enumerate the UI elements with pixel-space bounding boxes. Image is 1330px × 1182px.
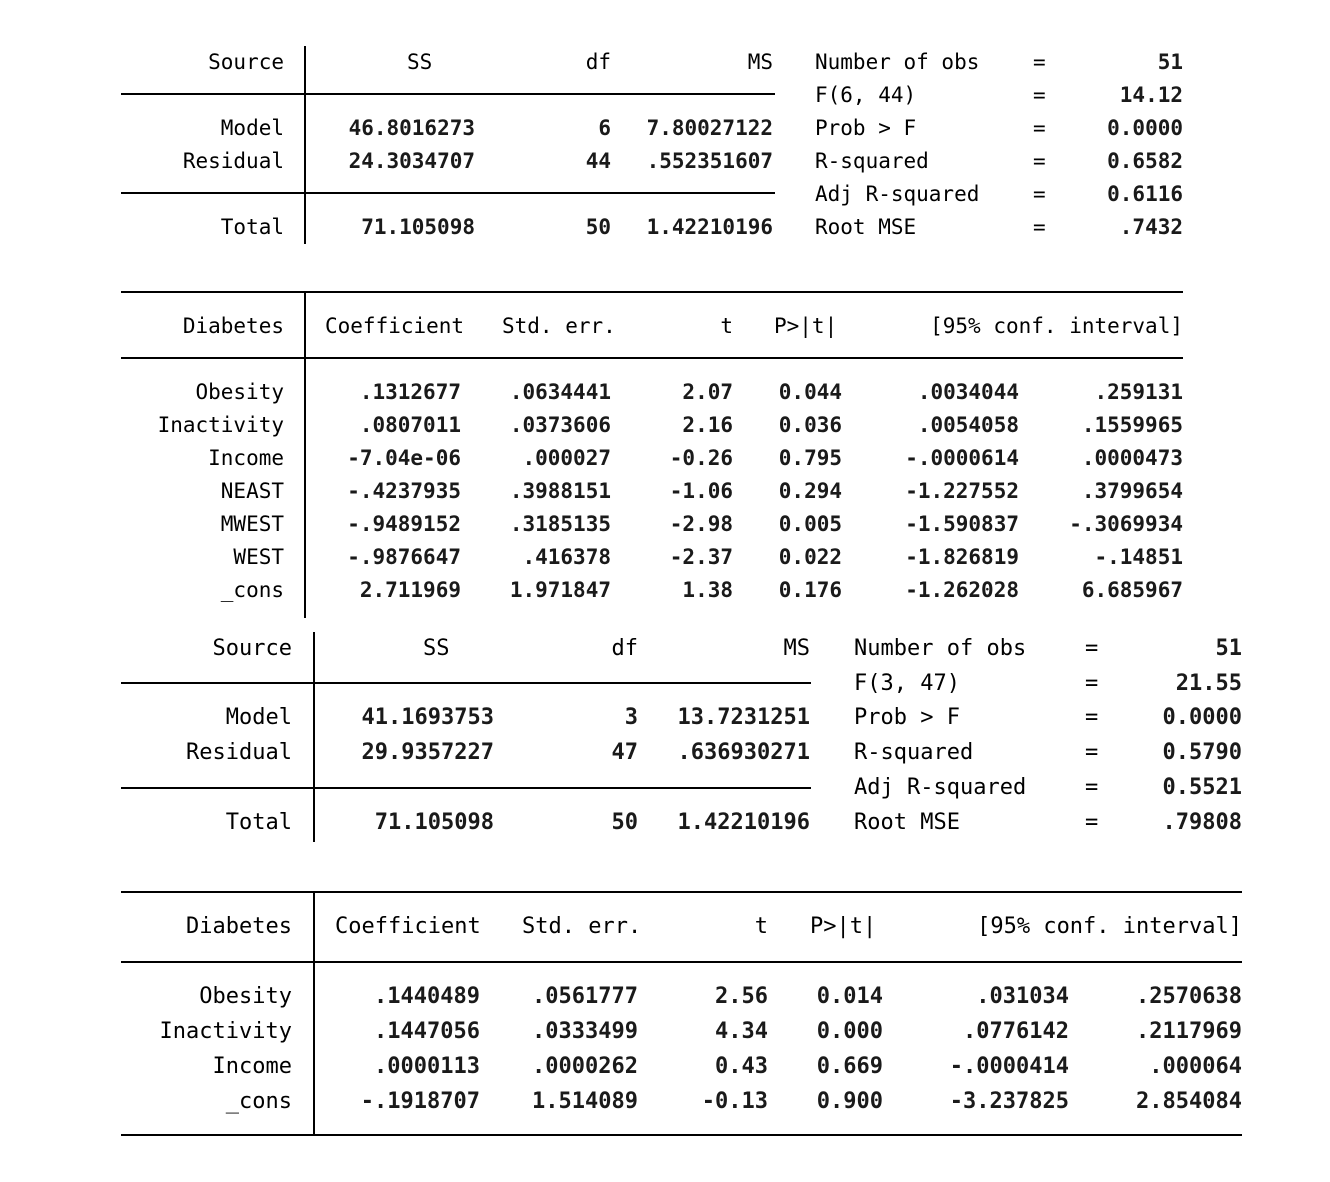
coef-row-coef: .0000113 [374, 1054, 480, 1079]
coef-row-var: Income [208, 445, 284, 470]
coef-row-p: 0.900 [816, 1089, 883, 1114]
stat-value: .7432 [1119, 214, 1183, 239]
coef-header-coef: Coefficient [325, 313, 465, 338]
coef-row-ci-high: .0000473 [1081, 445, 1183, 470]
coef-row-coef: .1312677 [359, 379, 461, 404]
anova-row-ms: .552351607 [646, 148, 773, 173]
anova-row-source: Total [220, 214, 284, 239]
coef-row-p: 0.176 [778, 577, 842, 602]
coef-row-p: 0.022 [778, 544, 842, 569]
anova-row-ss: 29.9357227 [361, 740, 494, 765]
coef-row-ci-high: 2.854084 [1136, 1089, 1242, 1114]
stat-value: 51 [1157, 49, 1183, 74]
anova-row-df: 47 [611, 740, 638, 765]
stat-equals: = [1085, 705, 1099, 730]
anova-row-ss: 71.105098 [374, 810, 494, 835]
anova-header-source: Source [212, 636, 292, 661]
coef-row-ci-high: .2570638 [1136, 984, 1242, 1009]
anova-row-source: Residual [182, 148, 284, 173]
coef-row-ci-high: 6.685967 [1081, 577, 1183, 602]
coef-row-t: 0.43 [715, 1054, 768, 1079]
coef-row-ci-low: -.0000414 [949, 1054, 1069, 1079]
stat-label: F(6, 44) [815, 82, 917, 107]
coef-header-ci: [95% conf. interval] [977, 914, 1242, 939]
stat-equals: = [1033, 214, 1046, 239]
coef-row-var: Inactivity [157, 412, 284, 437]
stat-value: 0.0000 [1107, 115, 1183, 140]
anova-row-ms: 1.42210196 [646, 214, 773, 239]
anova-header-ms: MS [783, 636, 810, 661]
coef-header-p: P>|t| [774, 313, 838, 338]
coef-row-ci-high: .3799654 [1081, 478, 1183, 503]
stat-value: 51 [1215, 636, 1242, 661]
anova-rule-total [121, 192, 775, 194]
anova-rule-header [121, 682, 811, 684]
coef-row-t: 2.07 [682, 379, 733, 404]
coef-row-p: 0.294 [778, 478, 842, 503]
coef-row-ci-low: .0776142 [963, 1019, 1069, 1044]
stat-equals: = [1033, 49, 1046, 74]
coef-row-se: .3185135 [509, 511, 611, 536]
coef-row-ci-low: -1.826819 [905, 544, 1019, 569]
coef-row-var: Inactivity [159, 1019, 292, 1044]
coef-row-t: -0.26 [669, 445, 733, 470]
coef-row-var: MWEST [220, 511, 284, 536]
coef-divider [304, 292, 306, 618]
coef-row-ci-high: -.3069934 [1069, 511, 1183, 536]
coef-row-coef: -.9876647 [347, 544, 461, 569]
anova-divider [304, 46, 306, 244]
coef-rule-top [121, 291, 1183, 293]
stat-label: Number of obs [815, 49, 980, 74]
stat-equals: = [1033, 181, 1046, 206]
coef-row-coef: -.9489152 [347, 511, 461, 536]
anova-header-ss: SS [407, 49, 433, 74]
coef-row-ci-low: -1.262028 [905, 577, 1019, 602]
coef-row-ci-high: -.14851 [1094, 544, 1183, 569]
stat-equals: = [1085, 636, 1099, 661]
coef-row-var: _cons [225, 1089, 292, 1114]
coef-row-p: 0.036 [778, 412, 842, 437]
coef-row-t: -0.13 [701, 1089, 768, 1114]
coef-row-se: .000027 [522, 445, 611, 470]
anova-row-ss: 41.1693753 [361, 705, 494, 730]
coef-header-coef: Coefficient [335, 914, 481, 939]
anova-row-source: Total [225, 810, 292, 835]
anova-row-source: Residual [186, 740, 292, 765]
coef-row-ci-low: -1.227552 [905, 478, 1019, 503]
coef-row-var: Income [212, 1054, 292, 1079]
stat-value: 21.55 [1175, 671, 1242, 696]
coef-row-se: 1.971847 [509, 577, 611, 602]
coef-row-coef: -7.04e-06 [347, 445, 461, 470]
coef-row-t: 4.34 [715, 1019, 768, 1044]
coef-row-coef: .1447056 [374, 1019, 480, 1044]
coef-row-ci-high: .1559965 [1081, 412, 1183, 437]
anova-rule-total [121, 787, 811, 789]
anova-row-source: Model [220, 115, 284, 140]
coef-row-coef: .0807011 [359, 412, 461, 437]
coef-row-ci-high: .000064 [1149, 1054, 1242, 1079]
anova-row-ms: 13.7231251 [677, 705, 810, 730]
coef-row-ci-high: .2117969 [1136, 1019, 1242, 1044]
stat-equals: = [1033, 82, 1046, 107]
coef-row-se: 1.514089 [532, 1089, 638, 1114]
stat-value: .79808 [1162, 810, 1242, 835]
coef-row-var: Obesity [195, 379, 284, 404]
stat-label: Adj R-squared [815, 181, 980, 206]
anova-row-ms: 7.80027122 [646, 115, 773, 140]
anova-row-ms: .636930271 [677, 740, 810, 765]
coef-row-ci-low: -.0000614 [905, 445, 1019, 470]
coef-row-ci-low: .0054058 [917, 412, 1019, 437]
coef-rule-bottom [121, 1134, 1242, 1136]
anova-rule-header [121, 93, 775, 95]
stat-value: 0.5790 [1162, 740, 1242, 765]
anova-row-source: Model [225, 705, 292, 730]
coef-row-se: .416378 [522, 544, 611, 569]
anova-row-df: 6 [598, 115, 611, 140]
coef-header-dep: Diabetes [186, 914, 292, 939]
stat-label: Root MSE [815, 214, 917, 239]
coef-row-se: .3988151 [509, 478, 611, 503]
anova-row-df: 44 [585, 148, 611, 173]
coef-row-t: 2.16 [682, 412, 733, 437]
stat-value: 0.6582 [1107, 148, 1183, 173]
coef-rule-header [121, 357, 1183, 359]
stat-value: 0.6116 [1107, 181, 1183, 206]
anova-row-ss: 71.105098 [361, 214, 475, 239]
coef-row-se: .0373606 [509, 412, 611, 437]
coef-header-dep: Diabetes [182, 313, 284, 338]
coef-row-p: 0.000 [816, 1019, 883, 1044]
stat-equals: = [1033, 115, 1046, 140]
coef-row-coef: 2.711969 [359, 577, 461, 602]
coef-row-coef: -.1918707 [360, 1089, 480, 1114]
coef-row-p: 0.795 [778, 445, 842, 470]
coef-row-ci-low: -1.590837 [905, 511, 1019, 536]
anova-row-ss: 24.3034707 [348, 148, 475, 173]
coef-row-ci-high: .259131 [1094, 379, 1183, 404]
stat-equals: = [1085, 671, 1099, 696]
coef-header-p: P>|t| [810, 914, 877, 939]
coef-row-p: 0.044 [778, 379, 842, 404]
coef-header-ci: [95% conf. interval] [930, 313, 1183, 338]
coef-row-se: .0561777 [532, 984, 638, 1009]
anova-row-df: 3 [624, 705, 638, 730]
coef-row-t: -2.98 [669, 511, 733, 536]
stat-label: Adj R-squared [854, 775, 1027, 800]
coef-row-se: .0634441 [509, 379, 611, 404]
anova-row-ss: 46.8016273 [348, 115, 475, 140]
coef-header-t: t [754, 914, 768, 939]
coef-row-var: NEAST [220, 478, 284, 503]
coef-row-coef: -.4237935 [347, 478, 461, 503]
coef-row-var: _cons [220, 577, 284, 602]
stat-value: 14.12 [1119, 82, 1183, 107]
coef-header-t: t [720, 313, 733, 338]
coef-row-var: WEST [233, 544, 284, 569]
stat-label: Number of obs [854, 636, 1027, 661]
coef-row-var: Obesity [199, 984, 292, 1009]
stat-equals: = [1033, 148, 1046, 173]
coef-divider [313, 892, 315, 1135]
stat-label: Prob > F [815, 115, 917, 140]
anova-row-df: 50 [611, 810, 638, 835]
stat-equals: = [1085, 740, 1099, 765]
anova-divider [313, 632, 315, 842]
anova-row-df: 50 [585, 214, 611, 239]
coef-row-t: -1.06 [669, 478, 733, 503]
coef-row-ci-low: .0034044 [917, 379, 1019, 404]
stat-label: Root MSE [854, 810, 960, 835]
anova-header-df: df [585, 49, 611, 74]
anova-header-source: Source [208, 49, 284, 74]
coef-row-p: 0.005 [778, 511, 842, 536]
stat-label: R-squared [815, 148, 929, 173]
coef-row-ci-low: -3.237825 [949, 1089, 1069, 1114]
stat-label: F(3, 47) [854, 671, 960, 696]
anova-header-ss: SS [423, 636, 450, 661]
coef-row-se: .0333499 [532, 1019, 638, 1044]
coef-rule-top [121, 891, 1242, 893]
coef-rule-header [121, 961, 1242, 963]
coef-row-ci-low: .031034 [976, 984, 1069, 1009]
anova-header-ms: MS [747, 49, 773, 74]
anova-row-ms: 1.42210196 [677, 810, 810, 835]
coef-row-coef: .1440489 [374, 984, 480, 1009]
anova-header-df: df [611, 636, 638, 661]
stat-label: R-squared [854, 740, 974, 765]
coef-row-p: 0.669 [816, 1054, 883, 1079]
stat-value: 0.5521 [1162, 775, 1242, 800]
stat-value: 0.0000 [1162, 705, 1242, 730]
coef-row-se: .0000262 [532, 1054, 638, 1079]
coef-row-t: 1.38 [682, 577, 733, 602]
coef-header-se: Std. err. [522, 914, 642, 939]
coef-header-se: Std. err. [502, 313, 616, 338]
coef-row-t: -2.37 [669, 544, 733, 569]
stat-equals: = [1085, 775, 1099, 800]
coef-row-t: 2.56 [715, 984, 768, 1009]
coef-row-p: 0.014 [816, 984, 883, 1009]
stat-equals: = [1085, 810, 1099, 835]
stat-label: Prob > F [854, 705, 960, 730]
